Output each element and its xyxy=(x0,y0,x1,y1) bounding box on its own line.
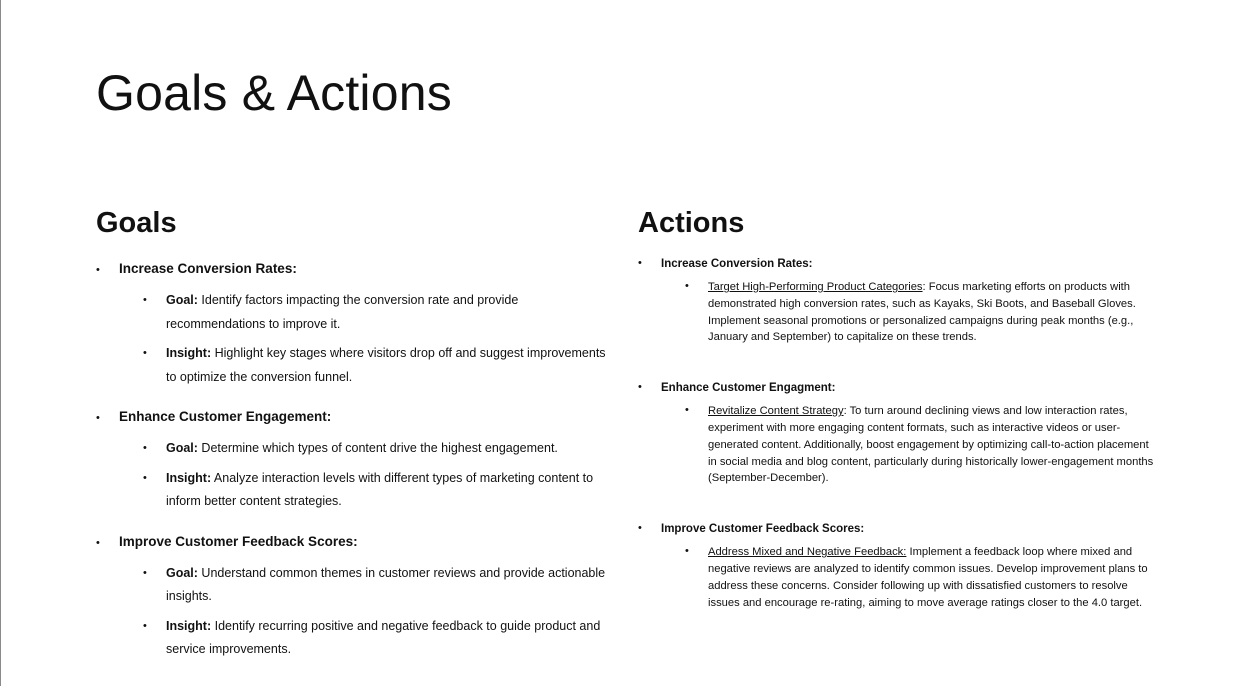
bullet-icon: • xyxy=(143,619,147,632)
goal-group-feedback xyxy=(96,532,616,662)
goal-item-lead: Insight: xyxy=(166,346,212,360)
goals-list xyxy=(96,259,616,662)
action-item xyxy=(638,544,1158,611)
actions-heading: Actions xyxy=(638,207,745,239)
bullet-icon: • xyxy=(638,381,642,394)
goal-group-engagement xyxy=(96,407,616,514)
goal-item xyxy=(96,615,616,662)
action-item-lead: Target High-Performing Product Categories xyxy=(708,281,923,293)
goal-item-lead: Insight: xyxy=(166,618,212,633)
goal-item-text: Understand common themes in customer reviews and provide actionable insights. xyxy=(166,565,606,603)
slide-left-border xyxy=(0,0,1,686)
slide-title: Goals & Actions xyxy=(96,65,452,121)
goal-item-lead: Goal: xyxy=(166,565,198,580)
bullet-icon: • xyxy=(143,471,147,484)
bullet-icon: • xyxy=(143,566,147,579)
bullet-icon: • xyxy=(685,545,689,558)
action-group-title: Enhance Customer Engagment: xyxy=(661,382,836,395)
action-item xyxy=(638,403,1158,487)
goal-item xyxy=(96,467,616,514)
action-item-text: : To turn around declining views and low interaction rates, experiment with more engaging content formats, such as interactive videos or user-generated content. Additionally, boost engagement by optimizing call-to-action placement in social media and blog content, particularly during historically lower-engagement months (September-December). xyxy=(708,405,1154,485)
bullet-icon: • xyxy=(638,257,642,269)
bullet-icon: • xyxy=(685,404,689,417)
bullet-icon: • xyxy=(96,412,100,424)
goal-item-text: Determine which types of content drive the highest engagement. xyxy=(197,441,558,455)
goal-group-conversion xyxy=(96,259,616,389)
goal-item-text: Identify recurring positive and negative feedback to guide product and service improvements. xyxy=(166,618,601,656)
goal-item xyxy=(96,289,616,336)
action-group-engagement xyxy=(638,380,1158,487)
goal-item xyxy=(96,437,616,461)
goal-item-text: Analyze interaction levels with different types of marketing content to inform better content strategies. xyxy=(166,470,594,508)
action-item-text: : Focus marketing efforts on products with demonstrated high conversion rates, such as Kayaks, Ski Boots, and Baseball Gloves. Implement seasonal promotions or personalized campaigns during peak months (e.g., January and September) to capitalize on these trends. xyxy=(708,281,1136,344)
action-group-conversion xyxy=(638,256,1158,346)
goal-item-text: Highlight key stages where visitors drop off and suggest improvements to optimize the conversion funnel. xyxy=(166,346,606,384)
bullet-icon: • xyxy=(638,522,642,535)
goal-group-title: Enhance Customer Engagement: xyxy=(119,409,332,424)
action-item-lead: Revitalize Content Strategy xyxy=(708,405,844,418)
action-group-title: Improve Customer Feedback Scores: xyxy=(661,523,865,536)
goals-heading: Goals xyxy=(96,207,177,239)
bullet-icon: • xyxy=(96,536,100,549)
bullet-icon: • xyxy=(96,264,100,276)
goal-item xyxy=(96,562,616,609)
bullet-icon: • xyxy=(143,347,147,359)
bullet-icon: • xyxy=(143,294,147,306)
action-item xyxy=(638,279,1158,346)
goal-group-title: Improve Customer Feedback Scores: xyxy=(119,533,358,549)
goal-item-text: Identify factors impacting the conversion rate and provide recommendations to improve it. xyxy=(166,293,519,331)
actions-list xyxy=(638,256,1158,611)
goal-item xyxy=(96,342,616,389)
action-group-title: Increase Conversion Rates: xyxy=(661,258,813,270)
bullet-icon: • xyxy=(143,442,147,454)
goal-group-title: Increase Conversion Rates: xyxy=(119,261,297,276)
bullet-icon: • xyxy=(685,280,689,292)
action-group-feedback xyxy=(638,521,1158,611)
goal-item-lead: Goal: xyxy=(166,441,198,455)
action-item-text: Implement a feedback loop where mixed and negative reviews are analyzed to identify common issues. Develop improvement plans to address these concerns. Consider following up with dissatisfied customers to resolve issues and encourage re-rating, aiming to move average ratings closer to the 4.0 target. xyxy=(708,546,1148,609)
goal-item-lead: Insight: xyxy=(166,470,212,485)
goal-item-lead: Goal: xyxy=(166,293,198,307)
action-item-lead: Address Mixed and Negative Feedback: xyxy=(708,546,907,559)
